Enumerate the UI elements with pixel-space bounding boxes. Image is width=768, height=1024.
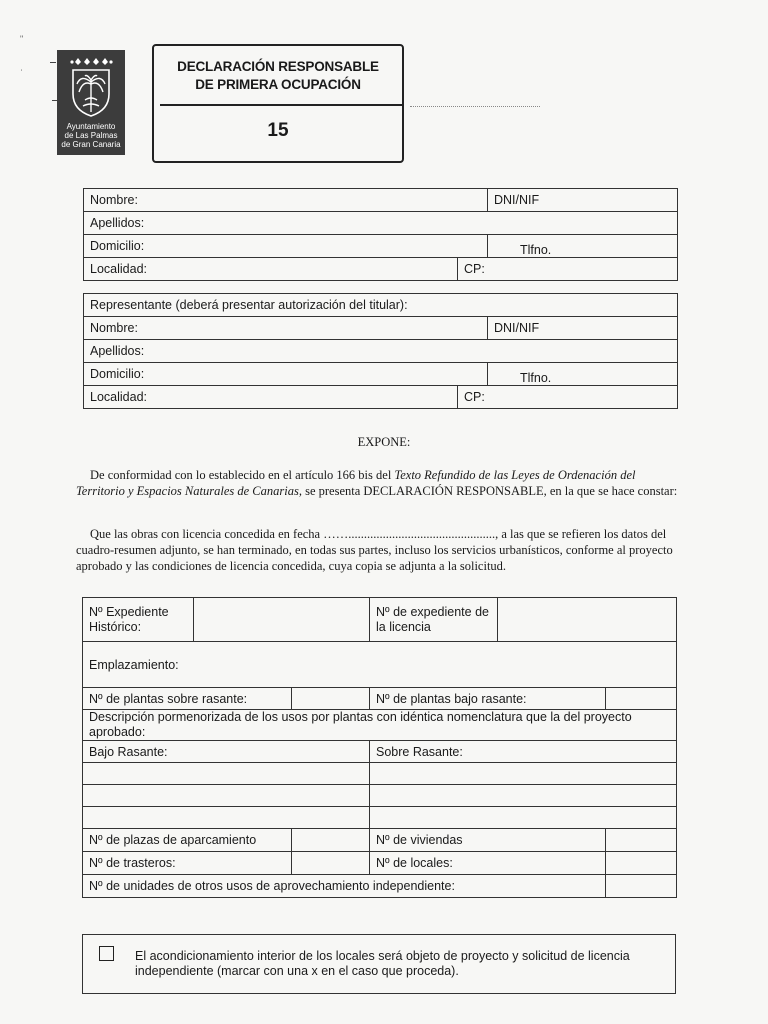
acondicionamiento-box — [82, 934, 676, 994]
margin-dash — [50, 62, 56, 63]
rep-domicilio-field[interactable]: Domicilio: — [84, 363, 488, 386]
otros-usos-value[interactable] — [606, 875, 677, 898]
expediente-licencia-label: Nº de expediente de la licencia — [370, 598, 498, 642]
locales-value[interactable] — [606, 852, 677, 875]
emplazamiento-field[interactable]: Emplazamiento: — [83, 642, 677, 688]
tlfno-field[interactable]: Tlfno. — [488, 235, 678, 258]
plantas-bajo-rasante-label: Nº de plantas bajo rasante: — [370, 688, 606, 710]
viviendas-label: Nº de viviendas — [370, 829, 606, 852]
bajo-rasante-row[interactable] — [83, 785, 370, 807]
paragraph-text: se presenta DECLARACIÓN RESPONSABLE, en la que se hace constar: — [301, 484, 678, 498]
rep-apellidos-field[interactable]: Apellidos: — [84, 340, 678, 363]
rep-nombre-field[interactable]: Nombre: — [84, 317, 488, 340]
logo-line: de Gran Canaria — [61, 140, 121, 149]
dni-field[interactable]: DNI/NIF — [488, 189, 678, 212]
domicilio-field[interactable]: Domicilio: — [84, 235, 488, 258]
trasteros-label: Nº de trasteros: — [83, 852, 292, 875]
descripcion-usos-label: Descripción pormenorizada de los usos por plantas con idéntica nomenclatura que la del proyecto aprobado: — [83, 710, 677, 741]
expediente-historico-value[interactable] — [194, 598, 370, 642]
margin-mark: " — [20, 34, 24, 44]
otros-usos-label: Nº de unidades de otros usos de aprovechamiento independiente: — [83, 875, 606, 898]
municipal-logo — [57, 50, 125, 155]
bajo-rasante-row[interactable] — [83, 763, 370, 785]
viviendas-value[interactable] — [606, 829, 677, 852]
plazas-aparcamiento-value[interactable] — [292, 829, 370, 852]
representante-heading: Representante (deberá presentar autorización del titular): — [84, 294, 678, 317]
locales-label: Nº de locales: — [370, 852, 606, 875]
logo-line: de Las Palmas — [64, 131, 118, 140]
bajo-rasante-label: Bajo Rasante: — [83, 741, 370, 763]
plantas-sobre-rasante-value[interactable] — [292, 688, 370, 710]
localidad-field[interactable]: Localidad: — [84, 258, 458, 281]
sobre-rasante-row[interactable] — [370, 785, 677, 807]
cp-field[interactable]: CP: — [458, 258, 678, 281]
expediente-historico-label: Nº Expediente Histórico: — [83, 598, 194, 642]
acondicionamiento-checkbox[interactable] — [99, 946, 114, 961]
apellidos-field[interactable]: Apellidos: — [84, 212, 678, 235]
plazas-aparcamiento-label: Nº de plazas de aparcamiento — [83, 829, 292, 852]
sobre-rasante-row[interactable] — [370, 807, 677, 829]
title-divider — [160, 104, 402, 106]
form-number: 15 — [267, 120, 289, 141]
palm-crest-icon — [65, 56, 117, 118]
titular-table — [83, 188, 678, 281]
expone-paragraph-1 — [76, 467, 684, 499]
rep-localidad-field[interactable]: Localidad: — [84, 386, 458, 409]
paragraph-text: De conformidad con lo establecido en el artículo 166 bis del — [90, 468, 395, 482]
representante-table — [83, 293, 678, 409]
form-title: DECLARACIÓN RESPONSABLE — [177, 59, 379, 74]
expediente-licencia-value[interactable] — [498, 598, 677, 642]
sobre-rasante-row[interactable] — [370, 763, 677, 785]
form-subtitle: DE PRIMERA OCUPACIÓN — [195, 77, 361, 92]
rep-tlfno-field[interactable]: Tlfno. — [488, 363, 678, 386]
dotted-rule — [410, 106, 540, 107]
bajo-rasante-row[interactable] — [83, 807, 370, 829]
nombre-field[interactable]: Nombre: — [84, 189, 488, 212]
margin-mark: ʾ — [20, 68, 23, 78]
sobre-rasante-label: Sobre Rasante: — [370, 741, 677, 763]
plantas-bajo-rasante-value[interactable] — [606, 688, 677, 710]
logo-line: Ayuntamiento — [66, 122, 116, 131]
trasteros-value[interactable] — [292, 852, 370, 875]
expone-paragraph-2: Que las obras con licencia concedida en fecha ……..............................................., a las que se refieren los datos del cuadro-resumen adjunto, se han terminado, en todas sus partes, incluso los servicios urbanísticos, conforme al proyecto aprobado y las condiciones de licencia concedida, cuya copia se adjunta a la solicitud. — [76, 527, 673, 573]
rep-cp-field[interactable]: CP: — [458, 386, 678, 409]
expone-heading: EXPONE: — [357, 435, 411, 449]
law-title: Texto Refundido de las Leyes de Ordenación del Territorio y Espacios Naturales de Canarias, — [76, 468, 636, 498]
rep-dni-field[interactable]: DNI/NIF — [488, 317, 678, 340]
form-title-box — [152, 44, 404, 163]
acondicionamiento-text: El acondicionamiento interior de los locales será objeto de proyecto y solicitud de licencia independiente (marcar con una x en el caso que proceda). — [135, 949, 630, 978]
cuadro-resumen-table — [82, 597, 677, 898]
plantas-sobre-rasante-label: Nº de plantas sobre rasante: — [83, 688, 292, 710]
